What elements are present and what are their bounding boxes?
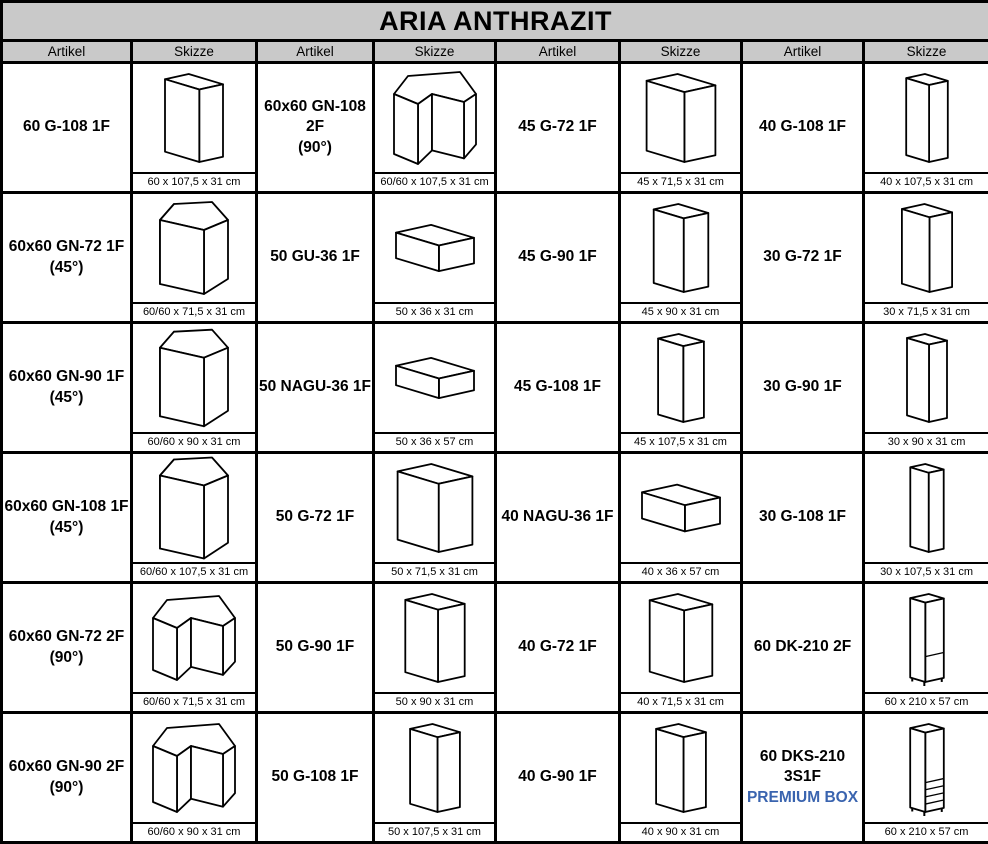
cabinet-sketch (621, 64, 740, 172)
artikel-label: 50 G-72 1F (258, 507, 372, 527)
artikel-cell (2, 583, 132, 713)
skizze-cell (864, 453, 988, 583)
artikel-cell (742, 323, 864, 453)
cabinet-sketch-tall3s-icon (877, 716, 977, 820)
cabinet-sketch (865, 714, 988, 822)
column-header-row (2, 41, 988, 63)
cabinet-sketch-box-icon (385, 456, 485, 560)
cabinet-sketch (865, 454, 988, 562)
cabinet-sketch (133, 584, 255, 692)
artikel-cell (257, 193, 374, 323)
skizze-cell (864, 63, 988, 193)
artikel-cell (2, 63, 132, 193)
sketch-dimensions: 60 x 210 x 57 cm (865, 692, 988, 711)
cabinet-sketch (375, 584, 494, 692)
artikel-cell (496, 713, 620, 843)
sketch-dimensions: 40 x 36 x 57 cm (621, 562, 740, 581)
artikel-label: 60x60 GN-90 2F (3, 757, 130, 777)
artikel-label: 45 G-72 1F (497, 117, 618, 137)
sketch-dimensions: 30 x 71,5 x 31 cm (865, 302, 988, 321)
column-header-artikel-2: Artikel (257, 41, 374, 63)
catalog-row (2, 323, 988, 453)
cabinet-sketch (865, 64, 988, 172)
skizze-cell (374, 583, 496, 713)
artikel-cell (257, 453, 374, 583)
skizze-wrap (375, 584, 494, 711)
artikel-label: 40 G-72 1F (497, 637, 618, 657)
artikel-cell (496, 323, 620, 453)
artikel-cell (742, 193, 864, 323)
skizze-cell (132, 323, 257, 453)
cabinet-sketch-box-icon (631, 586, 731, 690)
sketch-dimensions: 30 x 90 x 31 cm (865, 432, 988, 451)
catalog-row (2, 713, 988, 843)
skizze-cell (620, 713, 742, 843)
artikel-label: 60x60 GN-108 (258, 97, 372, 117)
skizze-wrap (133, 454, 255, 581)
artikel-label: 50 G-108 1F (258, 767, 372, 787)
skizze-cell (374, 63, 496, 193)
artikel-label: 50 NAGU-36 1F (258, 377, 372, 397)
artikel-label: 2F (258, 117, 372, 137)
cabinet-sketch-box-icon (385, 586, 485, 690)
sketch-dimensions: 30 x 107,5 x 31 cm (865, 562, 988, 581)
skizze-cell (132, 193, 257, 323)
skizze-wrap (865, 64, 988, 191)
sketch-dimensions: 50 x 90 x 31 cm (375, 692, 494, 711)
artikel-label: 50 GU-36 1F (258, 247, 372, 267)
skizze-wrap (621, 454, 740, 581)
skizze-wrap (133, 194, 255, 321)
sketch-dimensions: 60 x 210 x 57 cm (865, 822, 988, 841)
skizze-cell (620, 63, 742, 193)
sketch-dimensions: 40 x 71,5 x 31 cm (621, 692, 740, 711)
cabinet-sketch (375, 324, 494, 432)
skizze-cell (132, 713, 257, 843)
skizze-cell (374, 453, 496, 583)
cabinet-sketch (133, 714, 255, 822)
artikel-cell (742, 63, 864, 193)
cabinet-sketch-box-icon (877, 66, 977, 170)
sketch-dimensions: 60/60 x 71,5 x 31 cm (133, 302, 255, 321)
premium-box-label: PREMIUM BOX (743, 788, 862, 808)
artikel-cell (257, 713, 374, 843)
cabinet-sketch (621, 194, 740, 302)
cabinet-sketch (375, 64, 494, 172)
column-header-artikel-4: Artikel (496, 41, 620, 63)
skizze-cell (864, 583, 988, 713)
cabinet-sketch-corner90-icon (144, 586, 244, 690)
artikel-cell (496, 193, 620, 323)
cabinet-sketch-box-icon (877, 326, 977, 430)
cabinet-sketch-box-icon (877, 196, 977, 300)
sketch-dimensions: 40 x 107,5 x 31 cm (865, 172, 988, 191)
artikel-cell (742, 583, 864, 713)
skizze-cell (132, 63, 257, 193)
skizze-cell (864, 323, 988, 453)
cabinet-sketch (133, 454, 255, 562)
cabinet-sketch-corner45-icon (144, 196, 244, 300)
skizze-wrap (865, 454, 988, 581)
artikel-label: (90°) (258, 138, 372, 158)
sketch-dimensions: 45 x 90 x 31 cm (621, 302, 740, 321)
skizze-wrap (375, 194, 494, 321)
artikel-cell (2, 323, 132, 453)
column-header-artikel-6: Artikel (742, 41, 864, 63)
skizze-wrap (621, 194, 740, 321)
skizze-wrap (375, 64, 494, 191)
skizze-cell (864, 193, 988, 323)
skizze-cell (620, 583, 742, 713)
cabinet-sketch-box-icon (385, 196, 485, 300)
skizze-cell (620, 323, 742, 453)
artikel-label: 60 DKS-210 3S1F (743, 747, 862, 788)
artikel-label: 40 NAGU-36 1F (497, 507, 618, 527)
artikel-cell (257, 323, 374, 453)
cabinet-sketch-box-icon (631, 66, 731, 170)
cabinet-sketch (865, 584, 988, 692)
artikel-label: 60x60 GN-108 1F (3, 497, 130, 517)
artikel-cell (496, 583, 620, 713)
artikel-cell (742, 453, 864, 583)
cabinet-sketch-corner45-icon (144, 456, 244, 560)
artikel-cell (2, 193, 132, 323)
cabinet-sketch (865, 324, 988, 432)
cabinet-sketch-corner90-icon (385, 66, 485, 170)
column-header-skizze-3: Skizze (374, 41, 496, 63)
cabinet-sketch-box-icon (385, 716, 485, 820)
cabinet-sketch (621, 454, 740, 562)
skizze-wrap (621, 324, 740, 451)
cabinet-sketch (375, 194, 494, 302)
artikel-label: (90°) (3, 778, 130, 798)
artikel-label: 60x60 GN-72 1F (3, 237, 130, 257)
sketch-dimensions: 60/60 x 90 x 31 cm (133, 822, 255, 841)
column-header-skizze-7: Skizze (864, 41, 988, 63)
artikel-label: 30 G-108 1F (743, 507, 862, 527)
cabinet-sketch-corner45-icon (144, 326, 244, 430)
cabinet-sketch-box-icon (631, 456, 731, 560)
cabinet-sketch (375, 714, 494, 822)
sketch-dimensions: 60 x 107,5 x 31 cm (133, 172, 255, 191)
artikel-cell (496, 453, 620, 583)
artikel-cell (257, 63, 374, 193)
skizze-wrap (865, 584, 988, 711)
sketch-dimensions: 50 x 107,5 x 31 cm (375, 822, 494, 841)
skizze-wrap (621, 584, 740, 711)
artikel-label: 60x60 GN-72 2F (3, 627, 130, 647)
column-header-skizze-1: Skizze (132, 41, 257, 63)
cabinet-sketch (621, 324, 740, 432)
title-row (2, 2, 988, 41)
artikel-label: (45°) (3, 388, 130, 408)
catalog-row (2, 193, 988, 323)
skizze-cell (620, 193, 742, 323)
skizze-wrap (865, 194, 988, 321)
skizze-cell (374, 323, 496, 453)
catalog-row (2, 63, 988, 193)
artikel-label: 40 G-90 1F (497, 767, 618, 787)
skizze-wrap (621, 714, 740, 841)
skizze-wrap (133, 324, 255, 451)
sketch-dimensions: 50 x 71,5 x 31 cm (375, 562, 494, 581)
skizze-wrap (375, 324, 494, 451)
artikel-label: 60 DK-210 2F (743, 637, 862, 657)
artikel-label: 45 G-108 1F (497, 377, 618, 397)
artikel-label: 40 G-108 1F (743, 117, 862, 137)
artikel-label: 50 G-90 1F (258, 637, 372, 657)
column-header-skizze-5: Skizze (620, 41, 742, 63)
sketch-dimensions: 45 x 107,5 x 31 cm (621, 432, 740, 451)
skizze-cell (374, 713, 496, 843)
skizze-wrap (133, 584, 255, 711)
artikel-cell (2, 453, 132, 583)
artikel-label: 30 G-72 1F (743, 247, 862, 267)
cabinet-sketch-box-icon (631, 716, 731, 820)
sketch-dimensions: 40 x 90 x 31 cm (621, 822, 740, 841)
skizze-cell (374, 193, 496, 323)
cabinet-sketch-box-icon (385, 326, 485, 430)
cabinet-sketch (133, 324, 255, 432)
skizze-wrap (133, 64, 255, 191)
skizze-cell (864, 713, 988, 843)
skizze-cell (132, 583, 257, 713)
cabinet-sketch (375, 454, 494, 562)
skizze-wrap (375, 714, 494, 841)
column-header-artikel-0: Artikel (2, 41, 132, 63)
cabinet-sketch-box-icon (877, 456, 977, 560)
catalog-row (2, 453, 988, 583)
cabinet-sketch-tall2f-icon (877, 586, 977, 690)
skizze-wrap (375, 454, 494, 581)
cabinet-sketch (133, 64, 255, 172)
cabinet-sketch (621, 714, 740, 822)
skizze-wrap (865, 324, 988, 451)
skizze-wrap (133, 714, 255, 841)
artikel-cell (257, 583, 374, 713)
cabinet-sketch-box-icon (631, 196, 731, 300)
sketch-dimensions: 60/60 x 107,5 x 31 cm (133, 562, 255, 581)
artikel-label: (45°) (3, 258, 130, 278)
page-title: ARIA ANTHRAZIT (2, 2, 988, 41)
catalog-row (2, 583, 988, 713)
sketch-dimensions: 50 x 36 x 31 cm (375, 302, 494, 321)
artikel-cell (742, 713, 864, 843)
sketch-dimensions: 60/60 x 107,5 x 31 cm (375, 172, 494, 191)
skizze-cell (620, 453, 742, 583)
skizze-cell (132, 453, 257, 583)
artikel-label: 30 G-90 1F (743, 377, 862, 397)
sketch-dimensions: 60/60 x 71,5 x 31 cm (133, 692, 255, 711)
artikel-label: 60 G-108 1F (3, 117, 130, 137)
skizze-wrap (621, 64, 740, 191)
sketch-dimensions: 45 x 71,5 x 31 cm (621, 172, 740, 191)
cabinet-sketch-box-icon (631, 326, 731, 430)
artikel-label: (45°) (3, 518, 130, 538)
cabinet-sketch (865, 194, 988, 302)
skizze-wrap (865, 714, 988, 841)
artikel-cell (2, 713, 132, 843)
cabinet-sketch (133, 194, 255, 302)
sketch-dimensions: 60/60 x 90 x 31 cm (133, 432, 255, 451)
artikel-cell (496, 63, 620, 193)
sketch-dimensions: 50 x 36 x 57 cm (375, 432, 494, 451)
cabinet-sketch-box-icon (144, 66, 244, 170)
artikel-label: 60x60 GN-90 1F (3, 367, 130, 387)
artikel-label: (90°) (3, 648, 130, 668)
cabinet-sketch (621, 584, 740, 692)
artikel-label: 45 G-90 1F (497, 247, 618, 267)
cabinet-sketch-corner90-icon (144, 716, 244, 820)
